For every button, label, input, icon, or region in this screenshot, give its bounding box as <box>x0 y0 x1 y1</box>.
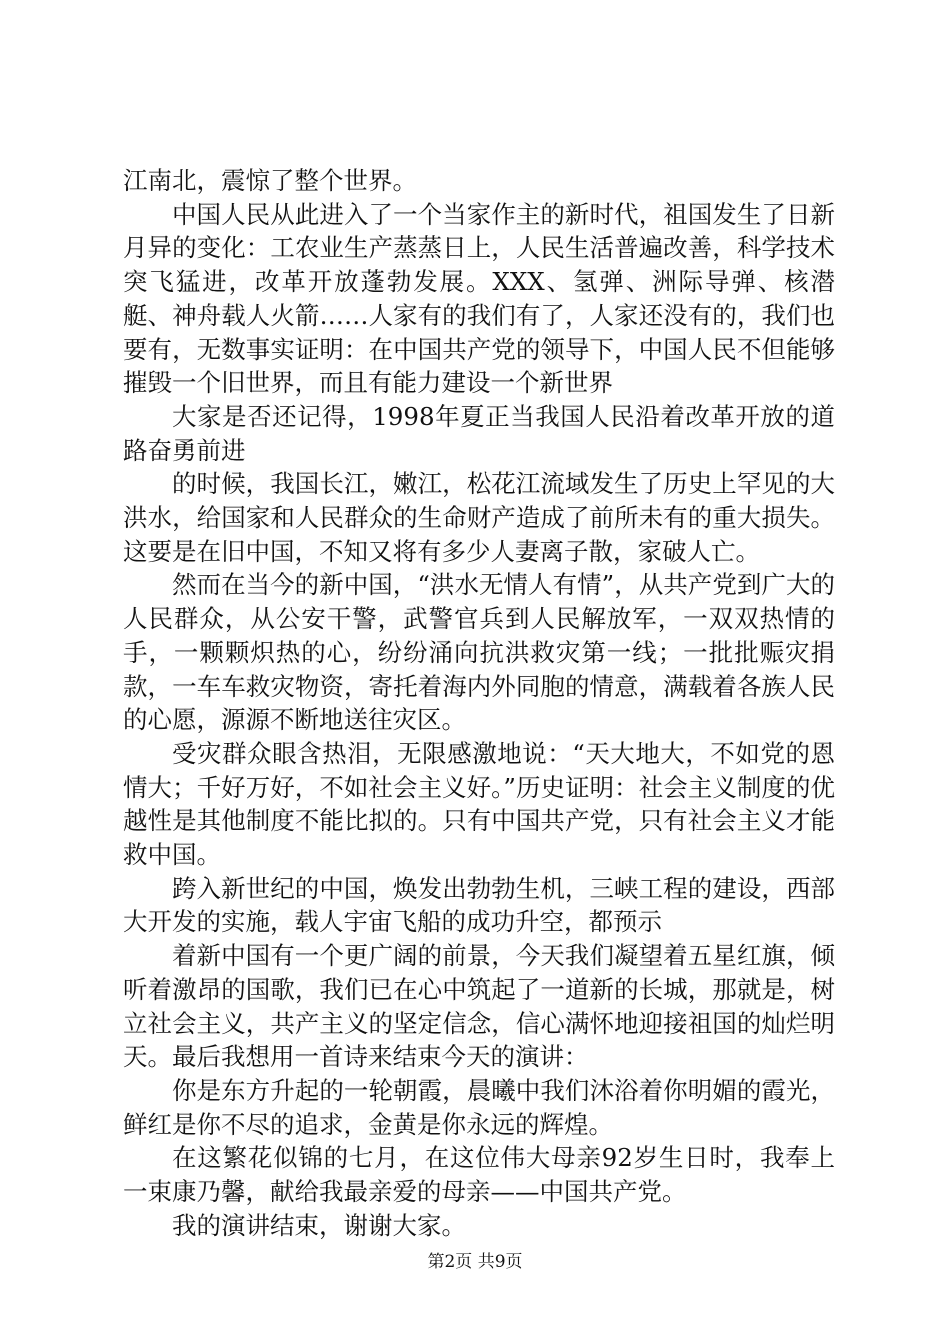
page-footer <box>0 1247 950 1272</box>
paragraph-5: 然而在当今的新中国，“洪水无情人有情”，从共产党到广大的人民群众，从公安干警，武警官兵到人民解放军，一双双热情的手，一颗颗炽热的心，纷纷涌向抗洪救灾第一线；一批批赈灾捐款，一车车救灾物资，寄托着海内外同胞的情意，满载着各族人民的心愿，源源不断地送往灾区。 <box>123 570 835 735</box>
paragraph-8: 着新中国有一个更广阔的前景，今天我们凝望着五星红旗，倾听着激昂的国歌，我们已在心中筑起了一道新的长城，那就是，树立社会主义，共产主义的坚定信念，信心满怀地迎接祖国的灿烂明天。最后我想用一首诗来结束今天的演讲： <box>123 941 835 1072</box>
paragraph-7: 跨入新世纪的中国，焕发出勃勃生机，三峡工程的建设，西部大开发的实施，载人宇宙飞船的成功升空，都预示 <box>123 873 835 937</box>
paragraph-1: 江南北，震惊了整个世界。 <box>123 166 417 195</box>
paragraph-3: 大家是否还记得，1998年夏正当我国人民沿着改革开放的道路奋勇前进 <box>123 401 835 465</box>
paragraph-10: 在这繁花似锦的七月，在这位伟大母亲92岁生日时，我奉上一束康乃馨，献给我最亲爱的母亲——中国共产党。 <box>123 1143 835 1207</box>
paragraph-6: 受灾群众眼含热泪，无限感激地说：“天大地大，不如党的恩情大；千好万好，不如社会主义好。”历史证明：社会主义制度的优越性是其他制度不能比拟的。只有中国共产党，只有社会主义才能救中国。 <box>123 738 835 870</box>
paragraph-2: 中国人民从此进入了一个当家作主的新时代，祖国发生了日新月异的变化：工农业生产蒸蒸日上，人民生活普遍改善，科学技术突飞猛进，改革开放蓬勃发展。XXX、氢弹、洲际导弹、核潜艇、神舟载人火箭……人家有的我们有了，人家还没有的，我们也要有，无数事实证明：在中国共产党的领导下，中国人民不但能够摧毁一个旧世界，而且有能力建设一个新世界 <box>123 199 835 398</box>
paragraph-4: 的时候，我国长江，嫩江，松花江流域发生了历史上罕见的大洪水，给国家和人民群众的生命财产造成了前所未有的重大损失。这要是在旧中国，不知又将有多少人妻离子散，家破人亡。 <box>123 469 835 566</box>
page-number: 第2页 共9页 <box>427 1252 523 1272</box>
document-body <box>123 164 835 1243</box>
paragraph-11: 我的演讲结束，谢谢大家。 <box>172 1210 466 1240</box>
paragraph-9: 你是东方升起的一轮朝霞，晨曦中我们沐浴着你明媚的霞光，鲜红是你不尽的追求，金黄是你永远的辉煌。 <box>123 1075 835 1139</box>
